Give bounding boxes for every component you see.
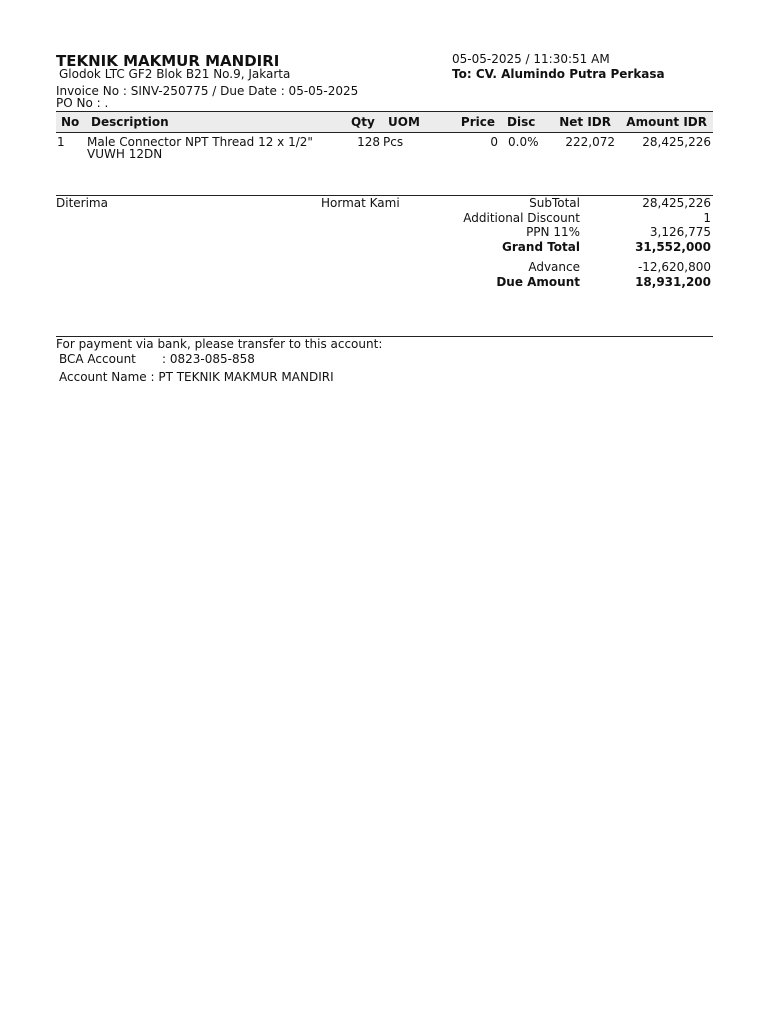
col-price: Price [460, 115, 495, 129]
divider [56, 132, 713, 133]
tax-value: 3,126,775 [649, 225, 711, 239]
row-uom: Pcs [383, 135, 404, 149]
subtotal-label: SubTotal [529, 196, 580, 210]
invoice-number: Invoice No : SINV-250775 / Due Date : 05-05-2025 [56, 84, 359, 98]
bill-to: To: CV. Alumindo Putra Perkasa [452, 67, 665, 81]
po-number: PO No : . [56, 96, 109, 110]
bank-account-label: BCA Account [59, 352, 136, 366]
account-name: Account Name : PT TEKNIK MAKMUR MANDIRI [59, 370, 334, 384]
col-description: Description [91, 115, 169, 129]
row-description-line2: VUWH 12DN [87, 147, 163, 161]
col-uom: UOM [388, 115, 420, 129]
row-net: 222,072 [565, 135, 615, 149]
tax-label: PPN 11% [526, 225, 580, 239]
grand-total-label: Grand Total [502, 240, 580, 254]
due-amount-label: Due Amount [496, 275, 580, 289]
row-price: 0 [490, 135, 498, 149]
advance-value: -12,620,800 [637, 260, 711, 274]
discount-value: 1 [703, 211, 711, 225]
row-disc: 0.0% [508, 135, 539, 149]
received-by-label: Diterima [56, 196, 108, 210]
row-amount: 28,425,226 [642, 135, 711, 149]
col-net: Net IDR [559, 115, 611, 129]
discount-label: Additional Discount [463, 211, 580, 225]
due-amount-value: 18,931,200 [635, 275, 711, 289]
col-disc: Disc [507, 115, 536, 129]
company-address: Glodok LTC GF2 Blok B21 No.9, Jakarta [59, 67, 291, 81]
subtotal-value: 28,425,226 [642, 196, 711, 210]
row-qty: 128 [357, 135, 380, 149]
company-name: TEKNIK MAKMUR MANDIRI [56, 52, 280, 70]
payment-note: For payment via bank, please transfer to this account: [56, 337, 383, 351]
col-qty: Qty [351, 115, 375, 129]
row-description: Male Connector NPT Thread 12 x 1/2" [87, 135, 313, 149]
advance-label: Advance [528, 260, 580, 274]
bank-account-number: : 0823-085-858 [162, 352, 255, 366]
col-amount: Amount IDR [626, 115, 707, 129]
invoice-datetime: 05-05-2025 / 11:30:51 AM [452, 52, 610, 66]
row-no: 1 [57, 135, 65, 149]
col-no: No [61, 115, 80, 129]
grand-total-value: 31,552,000 [635, 240, 711, 254]
regards-label: Hormat Kami [321, 196, 400, 210]
divider [56, 111, 713, 112]
